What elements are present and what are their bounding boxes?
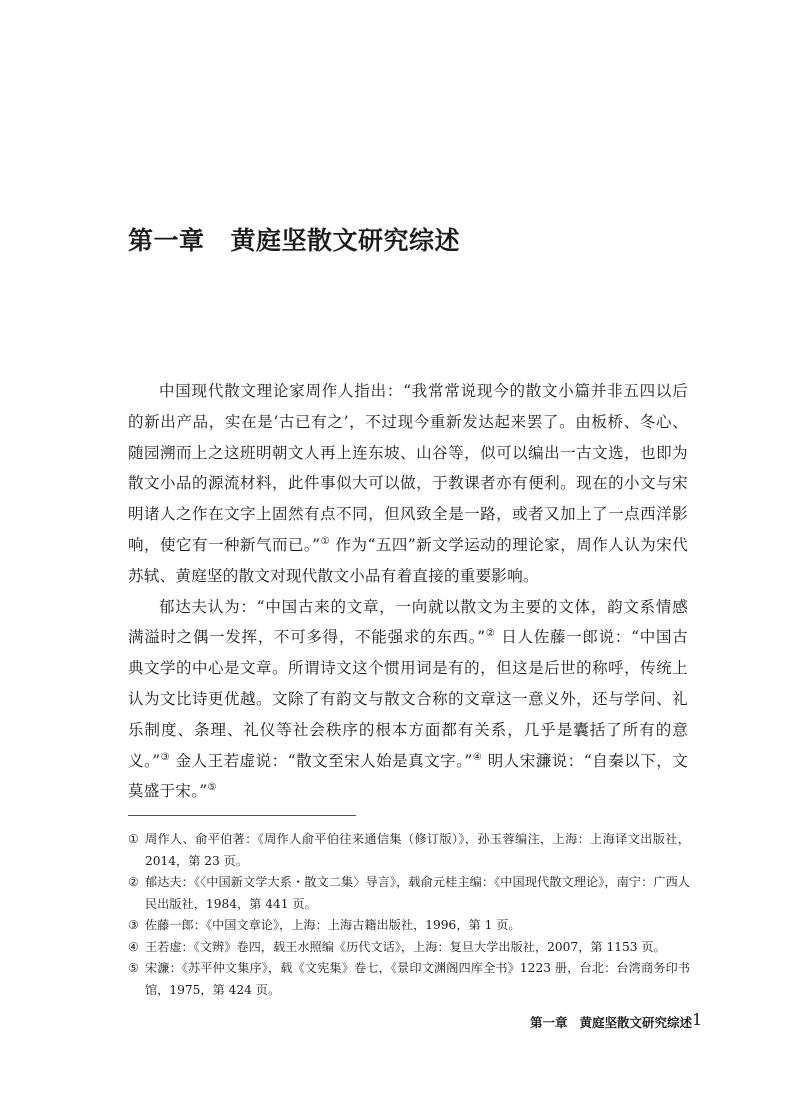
body-text: [128, 376, 688, 807]
running-head-chapter: 第一章: [529, 1015, 568, 1030]
page-number: 1: [692, 1010, 703, 1029]
footnote-divider: [128, 815, 356, 816]
paragraph-text: 日人佐藤一郎说：“中国古典文学的中心是文章。所谓诗文这个惯用词是有的，但这是后世的称呼，传统上认为文比诗更优越。文除了有韵文与散文合称的文章这一意义外，还与学问、礼乐制度、条理、礼仪等社会秩序的根本方面都有关系，几乎是囊括了所有的意义。”: [128, 628, 688, 770]
paragraph-text: 明人宋濂说：“自秦以下，文莫盛于宋。”: [128, 751, 689, 801]
footnote-text: 郁达夫：《〈中国新文学大系・散文二集〉导言》，载俞元桂主编：《中国现代散文理论》，南宁：广西人民出版社，1984，第 441 页。: [145, 875, 690, 911]
footnote-text: 佐藤一郎：《中国文章论》，上海：上海古籍出版社，1996，第 1 页。: [145, 918, 521, 932]
chapter-name: 黄庭坚散文研究综述: [230, 225, 461, 255]
footnote: [128, 958, 690, 1001]
footnote-number: ①: [128, 832, 139, 846]
chapter-title: [128, 221, 460, 257]
footnotes: [128, 829, 690, 1001]
paragraph-text: 中国现代散文理论家周作人指出：“我常常说现今的散文小篇并非五四以后的新出产品，实在是‘古已有之’，不过现今重新发达起来罢了。由板桥、冬心、随园溯而上之这班明朝文人再上连东坡、山谷等，似可以编出一古文选，也即为散文小品的源流材料，此件事似大可以做，于教课者亦有便利。现在的小文与宋明诸人之作在文字上固然有点不同，但风致全是一路，或者又加上了一点西洋影响，使它有一种新气而已。”: [128, 382, 688, 554]
footnote-number: ③: [128, 918, 139, 932]
footnote-text: 周作人、俞平伯著：《周作人俞平伯往来通信集（修订版）》，孙玉蓉编注，上海：上海译文出版社，2014，第 23 页。: [145, 832, 690, 868]
running-head-title: 黄庭坚散文研究综述: [579, 1015, 692, 1030]
paragraph: [128, 592, 688, 808]
footnote: [128, 829, 690, 872]
paragraph-text: 郁达夫认为：“中国古来的文章，一向就以散文为主要的文体，韵文系情感满溢时之偶一发挥，不可多得，不能强求的东西。”: [128, 597, 688, 647]
running-head: [530, 1013, 692, 1031]
paragraph: [128, 376, 688, 592]
footnote: [128, 937, 690, 959]
footnote-number: ④: [128, 939, 139, 954]
footnote-marker[interactable]: ①: [320, 535, 331, 547]
paragraph-text: 金人王若虚说：“散文至宋人始是真文字。”: [170, 751, 473, 770]
footnote-marker[interactable]: ⑤: [207, 782, 217, 794]
footnote: [128, 872, 690, 915]
paragraph-text: 作为“五四”新文学运动的理论家，周作人认为宋代苏轼、黄庭坚的散文对现代散文小品有着直接的重要影响。: [128, 535, 688, 585]
footnote-number: ②: [128, 875, 139, 889]
footnote-text: 宋濂：《苏平仲文集序》，载《文宪集》卷七，《景印文渊阁四库全书》1223 册，台北：台湾商务印书馆，1975，第 424 页。: [145, 961, 690, 997]
chapter-number: 第一章: [128, 225, 205, 255]
footnote-number: ⑤: [128, 961, 139, 975]
footnote-marker[interactable]: ②: [485, 628, 496, 640]
footnote: [128, 915, 690, 937]
footnote-marker[interactable]: ④: [472, 751, 483, 763]
footnote-text: 王若虚：《文辨》卷四，载王水照编《历代文话》，上海：复旦大学出版社，2007，第 1153 页。: [145, 939, 666, 954]
footnote-marker[interactable]: ③: [160, 751, 171, 763]
